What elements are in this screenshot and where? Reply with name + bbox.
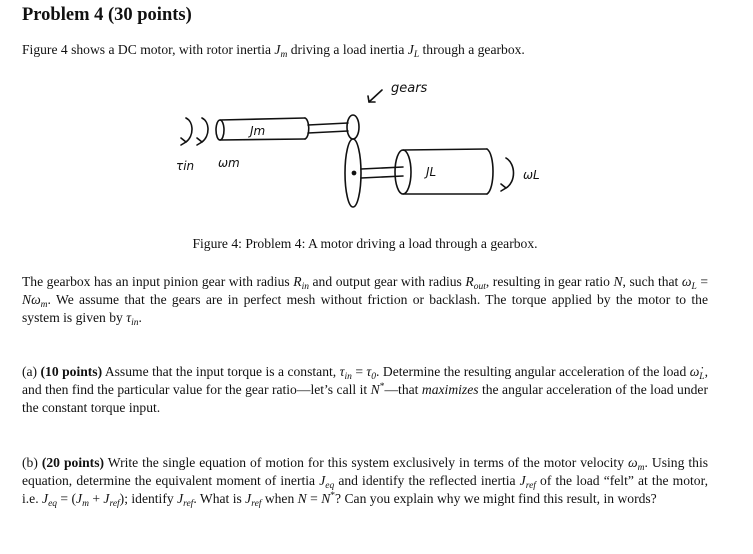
intro-text-3: through a gearbox. <box>419 42 525 57</box>
intro-text-2: driving a load inertia <box>287 42 408 57</box>
var-jeq-sub: eq <box>325 481 335 491</box>
var-wl-sub: L <box>691 282 697 292</box>
part-b <box>22 454 708 508</box>
var-jref-sub: ref <box>183 499 194 509</box>
torque-arrow-icon <box>181 118 192 145</box>
pb-text-4: of the load “felt” at the motor, i.e. <box>22 473 708 506</box>
part-a-points: (10 points) <box>40 364 103 379</box>
load-speed-arrow-icon <box>501 158 514 191</box>
intro-text-1: Figure 4 shows a DC motor, with rotor inertia <box>22 42 275 57</box>
gears-pointer-arrow-icon <box>368 90 382 102</box>
var-tau-0-sub: 0 <box>371 372 377 382</box>
pb-plus: + <box>88 491 104 506</box>
pb-equals: = <box>306 491 322 506</box>
var-jref: J <box>177 491 184 506</box>
var-tau-in: τ <box>126 310 132 325</box>
var-n: N <box>297 491 307 506</box>
problem-title: Problem 4 (30 points) <box>22 5 192 25</box>
part-a-label: (a) <box>22 364 41 379</box>
gearbox-description <box>22 273 708 327</box>
p1-text-3: , resulting in gear ratio <box>485 274 614 289</box>
pb-text-5: = ( <box>57 491 77 506</box>
p1-text-5: . We assume that the gears are in perfect mesh without friction or backlash. The torque applied by the motor to the system is given by <box>22 292 708 325</box>
var-jeq: J <box>319 473 326 488</box>
p1-text-4: , such that <box>622 274 682 289</box>
var-wl: ω <box>681 274 692 289</box>
speed-arrow-icon <box>197 118 208 145</box>
label-omega-l: ωL <box>523 168 540 182</box>
var-jeq: J <box>42 491 49 506</box>
pb-text-7: . What is <box>193 491 246 506</box>
label-jl: JL <box>426 165 437 179</box>
var-jl-sub: L <box>413 50 420 60</box>
var-nstar-sup: * <box>330 491 336 501</box>
pa-text-1: Assume that the input torque is a constant, <box>102 364 340 379</box>
pb-text-6: ); identify <box>119 491 178 506</box>
var-tau-0: τ <box>366 364 372 379</box>
gearbox-figure <box>150 72 600 222</box>
pa-text-2: . Determine the resulting angular acceleration of the load <box>376 364 690 379</box>
var-tau-in-sub: in <box>131 318 139 328</box>
part-b-points: (20 points) <box>41 455 105 470</box>
var-tau-in-sub: in <box>344 372 352 382</box>
var-nstar-sup: * <box>379 382 385 392</box>
var-jl: J <box>407 42 414 57</box>
var-nstar: N <box>370 382 380 397</box>
load-shaft-shape <box>361 167 403 178</box>
figure-caption: Figure 4: Problem 4: A motor driving a load through a gearbox. <box>192 236 538 251</box>
pb-text-8: when <box>261 491 298 506</box>
var-wdot-l: ω̇ <box>689 364 700 379</box>
var-nwm-sub: m <box>40 300 48 310</box>
var-wdot-l-sub: L <box>699 372 705 382</box>
var-jref: J <box>519 473 526 488</box>
var-rout: R <box>465 274 474 289</box>
var-rin-sub: in <box>301 282 309 292</box>
p1-equals: = <box>696 274 708 289</box>
pa-text-3: , and then find the particular value for the gear ratio—let’s call it <box>22 364 708 397</box>
pa-text-5: the angular acceleration of the load under the constant torque input. <box>22 382 708 415</box>
var-jm: J <box>274 42 281 57</box>
var-nwm: Nω <box>22 292 41 307</box>
part-a <box>22 363 708 417</box>
motor-shaft-shape <box>308 123 348 133</box>
var-jm-sub: m <box>280 50 288 60</box>
var-jref-sub: ref <box>525 481 536 491</box>
p1-text-2: and output gear with radius <box>308 274 466 289</box>
var-n: N <box>613 274 623 289</box>
label-tau-in: τin <box>176 159 195 173</box>
var-rout-sub: out <box>473 282 486 292</box>
intro-sentence <box>22 42 525 58</box>
var-wm-sub: m <box>637 463 645 473</box>
label-gears: gears <box>391 81 428 96</box>
p1-text-1: The gearbox has an input pinion gear with radius <box>22 274 294 289</box>
pb-text-2: . Using this equation, determine the equivalent moment of inertia <box>22 455 709 488</box>
p1-text-6: . <box>138 310 142 325</box>
load-inertia-shape <box>395 149 493 194</box>
pb-text-3: and identify the reflected inertia <box>334 473 520 488</box>
var-rin: R <box>293 274 302 289</box>
label-jm: Jm <box>250 124 266 138</box>
pa-maximizes: maximizes <box>421 382 479 397</box>
var-nstar: N <box>321 491 331 506</box>
var-tau-in: τ <box>339 364 345 379</box>
pb-text-1: Write the single equation of motion for this system exclusively in terms of the motor velocity <box>104 455 629 470</box>
pa-text-4: —that <box>384 382 422 397</box>
pb-text-9: ? Can you explain why we might find this result, in words? <box>335 491 657 506</box>
var-jref-sub: ref <box>251 499 262 509</box>
var-jref: J <box>103 491 110 506</box>
var-jm-sub: m <box>82 499 89 509</box>
pinion-gear-shape <box>347 115 359 139</box>
var-jref: J <box>245 491 252 506</box>
label-omega-m: ωm <box>218 156 240 170</box>
part-b-label: (b) <box>22 455 42 470</box>
pa-equals: = <box>351 364 367 379</box>
var-jref-sub: ref <box>109 499 120 509</box>
var-jeq-sub: eq <box>48 499 58 509</box>
var-wm: ω <box>628 455 638 470</box>
var-jm: J <box>76 491 83 506</box>
